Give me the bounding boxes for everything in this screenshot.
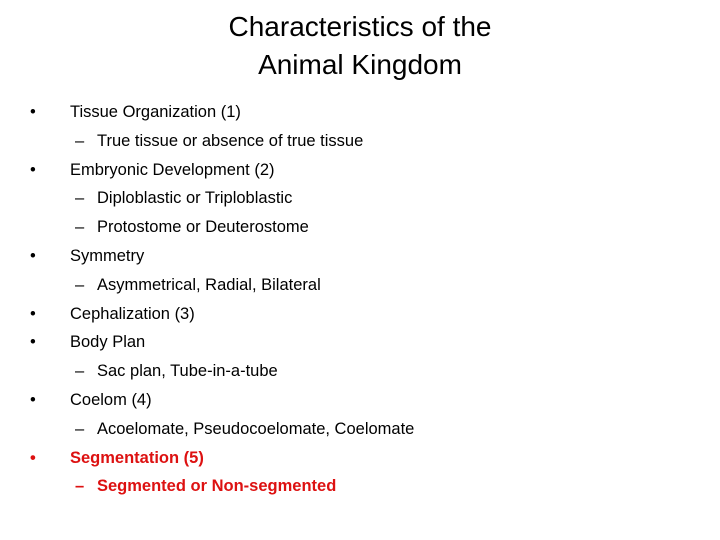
bullet-marker: • xyxy=(30,448,36,467)
sub-item-body-plan xyxy=(30,357,690,386)
slide-title xyxy=(0,8,720,84)
dash-marker: – xyxy=(75,477,85,496)
sub-item-label: Asymmetrical, Radial, Bilateral xyxy=(97,275,321,294)
bullet-label: Coelom (4) xyxy=(70,390,152,409)
bullet-marker: • xyxy=(30,390,36,409)
bullet-label: Tissue Organization (1) xyxy=(70,103,241,121)
slide-title-line-1: Characteristics of the xyxy=(228,11,492,42)
dash-marker: – xyxy=(75,275,85,294)
sub-item-embryonic-development-2 xyxy=(30,213,690,242)
bullet-item-symmetry xyxy=(30,242,690,271)
bullet-list xyxy=(30,98,690,501)
sub-item-label: Protostome or Deuterostome xyxy=(97,218,309,237)
bullet-item-body-plan xyxy=(30,328,690,357)
dash-marker: – xyxy=(75,189,85,208)
bullet-item-embryonic-development xyxy=(30,156,690,185)
bullet-marker: • xyxy=(30,246,36,265)
bullet-label: Body Plan xyxy=(70,333,146,352)
sub-item-label: Segmented or Non-segmented xyxy=(97,477,337,496)
bullet-marker: • xyxy=(30,160,36,179)
bullet-item-segmentation xyxy=(30,444,690,473)
sub-item-tissue-organization xyxy=(30,127,690,156)
dash-marker: – xyxy=(75,419,85,438)
bullet-marker: • xyxy=(30,304,36,323)
bullet-item-cephalization xyxy=(30,300,690,329)
bullet-label: Cephalization (3) xyxy=(70,304,195,323)
sub-item-label: Diploblastic or Triploblastic xyxy=(97,189,293,208)
bullet-label: Embryonic Development (2) xyxy=(70,160,275,179)
bullet-label: Segmentation (5) xyxy=(70,448,204,467)
dash-marker: – xyxy=(75,218,85,237)
bullet-marker: • xyxy=(30,103,36,121)
bullet-item-coelom xyxy=(30,386,690,415)
sub-item-embryonic-development-1 xyxy=(30,184,690,213)
bullet-marker: • xyxy=(30,333,36,352)
dash-marker: – xyxy=(75,131,85,150)
sub-item-coelom xyxy=(30,415,690,444)
sub-item-segmentation xyxy=(30,472,690,501)
bullet-item-tissue-organization xyxy=(30,98,690,127)
sub-item-symmetry xyxy=(30,271,690,300)
dash-marker: – xyxy=(75,362,85,381)
sub-item-label: True tissue or absence of true tissue xyxy=(97,131,364,150)
bullet-label: Symmetry xyxy=(70,246,145,265)
slide-title-line-2: Animal Kingdom xyxy=(258,49,462,80)
sub-item-label: Sac plan, Tube-in-a-tube xyxy=(97,362,278,381)
sub-item-label: Acoelomate, Pseudocoelomate, Coelomate xyxy=(97,419,415,438)
